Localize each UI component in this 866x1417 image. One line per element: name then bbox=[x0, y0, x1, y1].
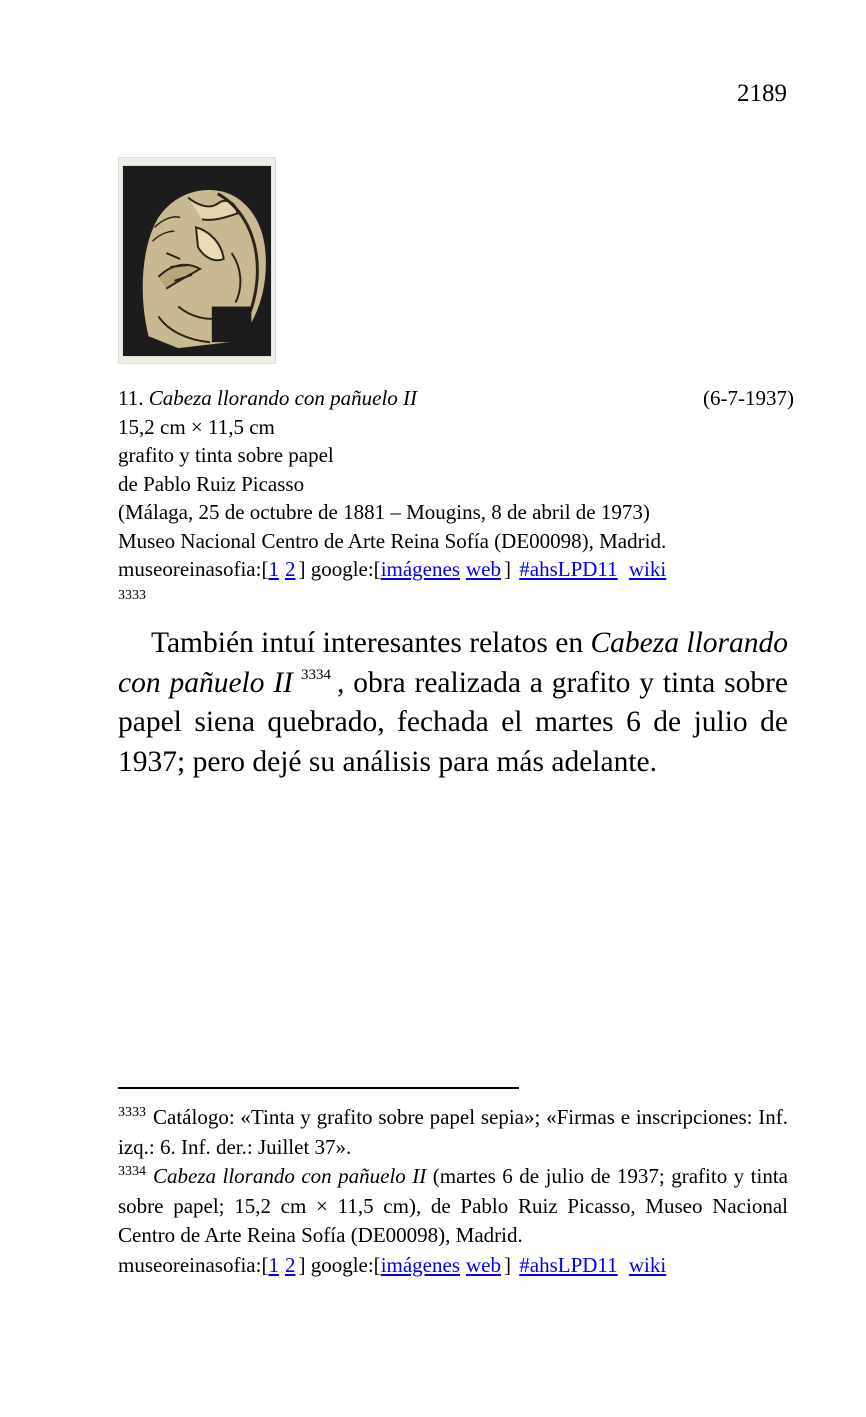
artwork-caption bbox=[118, 384, 794, 584]
footnote-divider bbox=[118, 1087, 519, 1089]
fn-museo-link-1[interactable]: 1 bbox=[268, 1252, 279, 1277]
footnotes bbox=[118, 1103, 788, 1280]
hashtag-link[interactable]: #ahsLPD11 bbox=[519, 557, 618, 581]
museo-link-1[interactable]: 1 bbox=[268, 557, 279, 581]
wiki-link[interactable]: wiki bbox=[628, 557, 667, 581]
caption-medium: grafito y tinta sobre papel bbox=[118, 443, 334, 467]
caption-artist: de Pablo Ruiz Picasso bbox=[118, 471, 305, 496]
caption-footnote-ref: 3333 bbox=[118, 588, 146, 603]
body-paragraph: También intuí interesantes relatos en Cabeza llorando con pañuelo II $^{3334}$ , obra realizada a grafito y tinta sobre papel siena quebrado, fechada el martes 6 de julio de 1937; pero dejé su análisis para más adelante. bbox=[118, 627, 789, 778]
cubist-weeping-head-drawing-icon bbox=[119, 158, 275, 363]
artwork-thumbnail[interactable] bbox=[118, 157, 276, 364]
page-number: 2189 bbox=[737, 80, 787, 107]
caption-dimensions: 15,2 cm × 11,5 cm bbox=[118, 414, 275, 439]
museo-link-2[interactable]: 2 bbox=[284, 557, 296, 581]
footnote-links: museoreinasofia:[1 2 ] google:[imágenes web ] #ahsLPD11 wiki bbox=[118, 1252, 667, 1277]
caption-date: (6-7-1937) bbox=[703, 386, 794, 410]
fn-wiki-link[interactable]: wiki bbox=[628, 1252, 667, 1277]
caption-artist-life: (Málaga, 25 de octubre de 1881 – Mougins, 8 de abril de 1973) bbox=[118, 500, 650, 524]
footnote-3333: $^{3333}$ Catálogo: «Tinta y grafito sobre papel sepia»; «Firmas e inscripciones: Inf. izq.: 6. Inf. der.: Juillet 37». bbox=[118, 1105, 788, 1159]
google-web-link[interactable]: web bbox=[466, 557, 501, 581]
fn-hashtag-link[interactable]: #ahsLPD11 bbox=[519, 1252, 618, 1277]
caption-links: museoreinasofia:[1 2 ] google:[imágenes web ] #ahsLPD11 wiki bbox=[118, 557, 667, 581]
caption-museum: Museo Nacional Centro de Arte Reina Sofía (DE00098), Madrid. bbox=[118, 528, 667, 553]
fn-google-images-link[interactable]: imágenes bbox=[380, 1252, 460, 1277]
fn-google-web-link[interactable]: web bbox=[466, 1252, 501, 1277]
caption-number: 11. bbox=[118, 386, 144, 410]
google-images-link[interactable]: imágenes bbox=[380, 557, 460, 581]
caption-title: Cabeza llorando con pañuelo II bbox=[148, 386, 418, 410]
body-footnote-ref: 3334 bbox=[301, 666, 331, 683]
body-artwork-title: Cabeza llorando con pañuelo II bbox=[118, 627, 788, 699]
footnote-3334: $^{3334}$ Cabeza llorando con pañuelo II (martes 6 de julio de 1937; grafito y tinta sobre papel; 15,2 cm × 11,5 cm), de Pablo Ruiz Picasso, Museo Nacional Centro de Arte Reina Sofía (DE00098), Madrid. bbox=[118, 1164, 789, 1247]
caption-title-line bbox=[118, 384, 794, 413]
fn-museo-link-2[interactable]: 2 bbox=[284, 1252, 296, 1277]
